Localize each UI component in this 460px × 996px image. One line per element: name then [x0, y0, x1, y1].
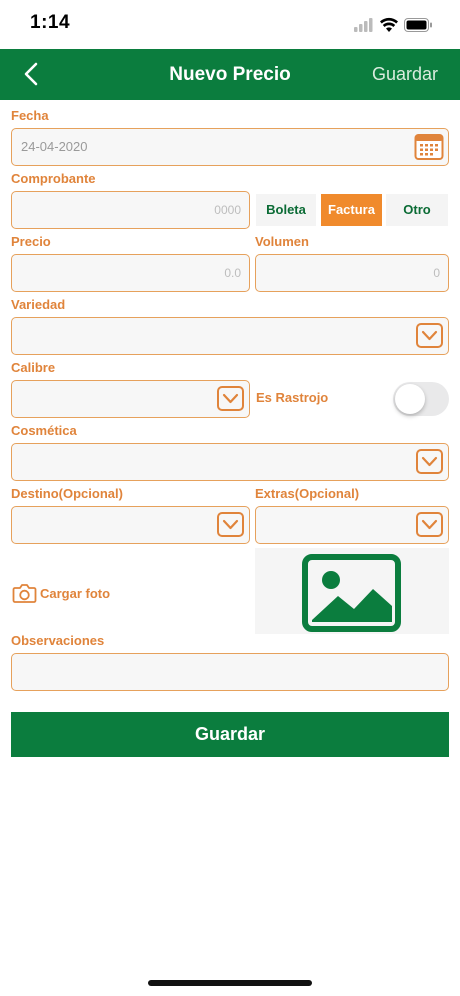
variedad-select[interactable] [11, 317, 449, 355]
nav-save-button[interactable]: Guardar [371, 64, 438, 84]
comprobante-input[interactable] [11, 191, 250, 229]
precio-placeholder: 0.0 [224, 266, 241, 280]
signal-icon [354, 18, 373, 32]
chevron-down-icon [219, 388, 242, 409]
es-rastrojo-label: Es Rastrojo [256, 390, 329, 405]
es-rastrojo-toggle[interactable] [393, 382, 449, 416]
comprobante-label: Comprobante [11, 171, 96, 186]
camera-icon [12, 582, 37, 604]
toggle-knob [395, 384, 425, 414]
navbar [0, 49, 460, 100]
segment-otro[interactable]: Otro [386, 194, 448, 226]
destino-dropdown-button[interactable] [217, 512, 244, 537]
calibre-select[interactable] [11, 380, 250, 418]
back-button[interactable] [18, 57, 48, 91]
precio-input[interactable] [11, 254, 250, 292]
cargar-foto-button[interactable] [12, 580, 110, 606]
segment-factura[interactable]: Factura [321, 194, 382, 226]
variedad-dropdown-button[interactable] [416, 323, 443, 348]
battery-icon [405, 19, 433, 32]
destino-label: Destino(Opcional) [11, 486, 123, 501]
fecha-value: 24-04-2020 [21, 139, 88, 154]
segment-boleta[interactable]: Boleta [256, 194, 316, 226]
cosmetica-select[interactable] [11, 443, 449, 481]
extras-select[interactable] [255, 506, 449, 544]
precio-label: Precio [11, 234, 51, 249]
photo-preview[interactable] [255, 548, 449, 634]
chevron-down-icon [418, 325, 441, 346]
destino-select[interactable] [11, 506, 250, 544]
chevron-down-icon [418, 451, 441, 472]
volumen-placeholder: 0 [433, 266, 440, 280]
extras-label: Extras(Opcional) [255, 486, 360, 501]
calibre-label: Calibre [11, 360, 56, 375]
observaciones-input[interactable] [11, 653, 449, 691]
extras-dropdown-button[interactable] [416, 512, 443, 537]
calendar-button[interactable] [414, 133, 444, 161]
comprobante-placeholder: 0000 [214, 203, 241, 217]
cosmetica-dropdown-button[interactable] [416, 449, 443, 474]
image-placeholder-icon [302, 554, 401, 632]
observaciones-label: Observaciones [11, 633, 105, 648]
calendar-icon [414, 133, 444, 161]
page-title: Nuevo Precio [169, 64, 291, 85]
cosmetica-label: Cosmética [11, 423, 77, 438]
status-time: 1:14 [30, 12, 71, 33]
chevron-down-icon [219, 514, 242, 535]
cargar-foto-label: Cargar foto [40, 585, 111, 601]
wifi-icon [380, 18, 398, 32]
status-icons [354, 14, 434, 36]
chevron-down-icon [418, 514, 441, 535]
volumen-label: Volumen [255, 234, 309, 249]
fecha-label: Fecha [11, 108, 49, 123]
fecha-field[interactable] [11, 128, 449, 166]
calibre-dropdown-button[interactable] [217, 386, 244, 411]
variedad-label: Variedad [11, 297, 66, 312]
save-button[interactable]: Guardar [11, 712, 449, 757]
volumen-input[interactable] [255, 254, 449, 292]
chevron-left-icon [18, 57, 48, 91]
home-indicator [148, 980, 312, 986]
